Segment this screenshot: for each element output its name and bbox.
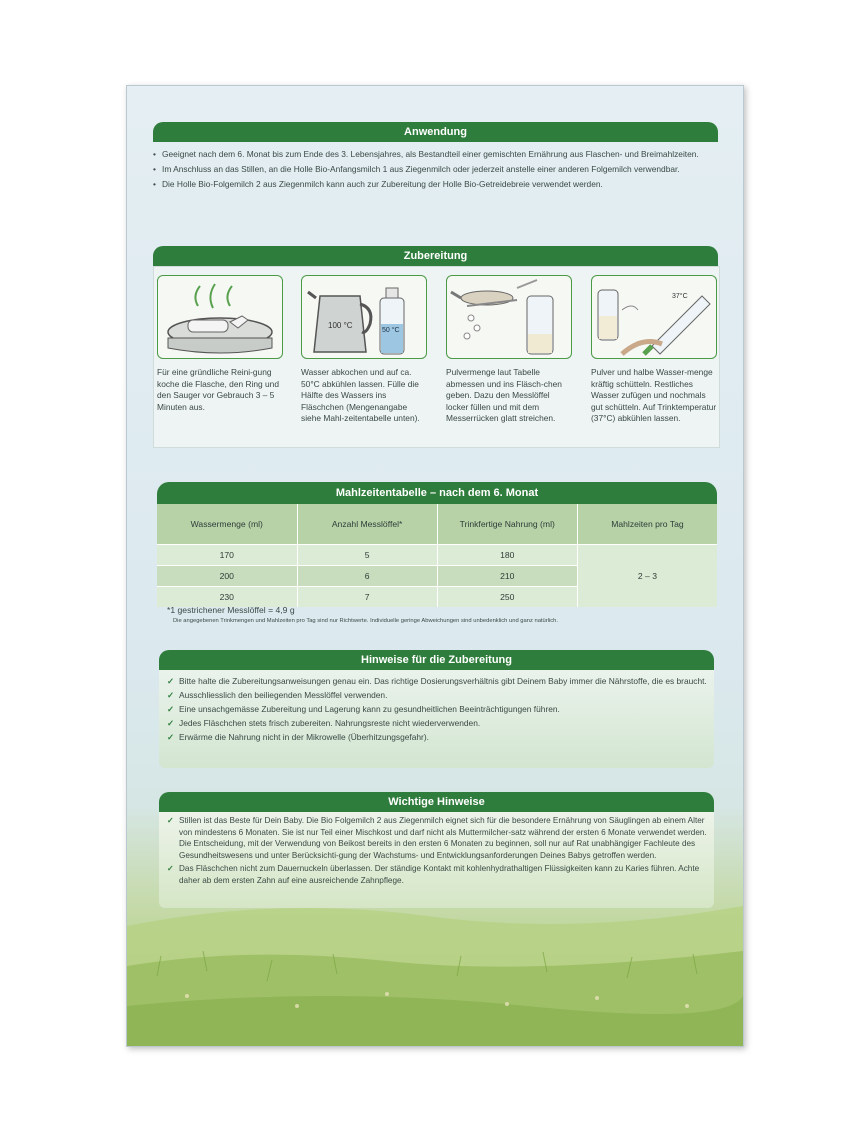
table-cell: 170 (157, 545, 297, 566)
table-header-cell: Mahlzeiten pro Tag (577, 504, 717, 545)
wichtig-item: ✓ Stillen ist das Beste für Dein Baby. Die Bio Folgemilch 2 aus Ziegenmilch eignet sich für die besondere Ernährung von Säuglingen ab einem Alter von mindestens 6 Monaten. Sie ist nur Teil einer Mischkost und darf nicht als Muttermilcher-satz während der ersten 6 Monate verwendet werden. Die Entscheidung, mit der Verwendung von Beikost bereits in den ersten 6 Monaten zu beginnen, soll nur auf Rat unabhängiger Fachleute des Gesundheitswesens und unter Berücksichti-gung der Wachstums- und Entwicklungsanforderungen Deines Babys getroffen werden. (167, 815, 712, 861)
table-header-row (157, 504, 717, 545)
anwendung-bullet: • Im Anschluss an das Stillen, an die Holle Bio-Anfangsmilch 1 aus Ziegenmilch oder jederzeit anstelle einer anderen Folgemilch verwendbar. (153, 163, 723, 175)
step-2-image (301, 275, 427, 359)
table-header-cell: Trinkfertige Nahrung (ml) (437, 504, 577, 545)
anwendung-bullet: • Geeignet nach dem 6. Monat bis zum Ende des 3. Lebensjahres, als Bestandteil einer gemischten Ernährung aus Flaschen- und Breimahlzeiten. (153, 148, 723, 160)
kettle-bottle-icon (302, 276, 426, 358)
step-3-text: Pulvermenge laut Tabelle abmessen und ins Fläsch-chen geben. Dazu den Messlöffel locker füllen und mit dem Messerrücken glatt streichen. (446, 367, 562, 423)
step-4-text: Pulver und halbe Wasser-menge kräftig schütteln. Restliches Wasser zufügen und nochmals gut schütteln. Auf Trinktemperatur (37°C) abkühlen lassen. (591, 367, 717, 423)
anwendung-text (153, 148, 723, 193)
hinweise-zubereitung-list (167, 675, 712, 745)
hinweise-zubereitung-header: Hinweise für die Zubereitung (159, 650, 714, 670)
wichtig-item: ✓ Das Fläschchen nicht zum Dauernuckeln überlassen. Der ständige Kontakt mit kohlenhydrathaltigen Flüssigkeiten kann zu Karies führen. Achte daher ab dem ersten Zahn auf eine ausreichende Zahnpflege. (167, 863, 712, 886)
step-1-text: Für eine gründliche Reini-gung koche die Flasche, den Ring und den Sauger vor Gebrauch 3 – 5 Minuten aus. (157, 367, 279, 412)
hinweis-item: ✓ Jedes Fläschchen stets frisch zubereiten. Nahrungsreste nicht wiederverwenden. (167, 717, 712, 729)
wichtige-hinweise-header: Wichtige Hinweise (159, 792, 714, 812)
table-row (157, 545, 717, 566)
meals-per-day-cell: 2 – 3 (577, 545, 717, 608)
table-cell: 210 (437, 566, 577, 587)
wichtige-hinweise-list (167, 815, 712, 888)
step-4-image (591, 275, 717, 359)
table-footnote: *1 gestrichener Messlöffel = 4,9 g (167, 605, 295, 615)
table-cell: 230 (157, 587, 297, 608)
pot-boiling-icon (158, 276, 282, 358)
step-2-text: Wasser abkochen und auf ca. 50°C abkühlen lassen. Fülle die Hälfte des Wassers ins Fläschchen (Mengenangabe siehe Mahl-zeitentabelle unten). (301, 367, 420, 423)
table-cell: 6 (297, 566, 437, 587)
table-cell: 200 (157, 566, 297, 587)
table-header-cell: Anzahl Messlöffel* (297, 504, 437, 545)
zubereitung-header: Zubereitung (153, 246, 718, 266)
svg-text:100 °C: 100 °C (328, 321, 353, 330)
table-note: Die angegebenen Trinkmengen und Mahlzeiten pro Tag sind nur Richtwerte. Individuelle geringe Abweichungen sind unbedenklich und ganz natürlich. (173, 618, 558, 624)
step-3-image (446, 275, 572, 359)
table-cell: 7 (297, 587, 437, 608)
table-cell: 250 (437, 587, 577, 608)
powder-scoop-icon (447, 276, 571, 358)
shake-bottle-icon (592, 276, 716, 358)
svg-text:50 °C: 50 °C (382, 327, 400, 334)
anwendung-header: Anwendung (153, 122, 718, 142)
mahlzeiten-header: Mahlzeitentabelle – nach dem 6. Monat (157, 482, 717, 504)
product-box (126, 85, 744, 1047)
svg-text:37°C: 37°C (672, 293, 688, 300)
table-cell: 180 (437, 545, 577, 566)
hinweis-item: ✓ Bitte halte die Zubereitungsanweisungen genau ein. Das richtige Dosierungsverhältnis gibt Deinem Baby immer die Nährstoffe, die es braucht. (167, 675, 712, 687)
step-1-image (157, 275, 283, 359)
table-header-cell: Wassermenge (ml) (157, 504, 297, 545)
hinweis-item: ✓ Ausschliesslich den beiliegenden Messlöffel verwenden. (167, 689, 712, 701)
meal-table (157, 504, 717, 607)
anwendung-bullet: • Die Holle Bio-Folgemilch 2 aus Ziegenmilch kann auch zur Zubereitung der Holle Bio-Getreidebreie verwendet werden. (153, 178, 723, 190)
hinweis-item: ✓ Eine unsachgemässe Zubereitung und Lagerung kann zu gesundheitlichen Beeinträchtigungen führen. (167, 703, 712, 715)
table-cell: 5 (297, 545, 437, 566)
hinweis-item: ✓ Erwärme die Nahrung nicht in der Mikrowelle (Überhitzungsgefahr). (167, 731, 712, 743)
